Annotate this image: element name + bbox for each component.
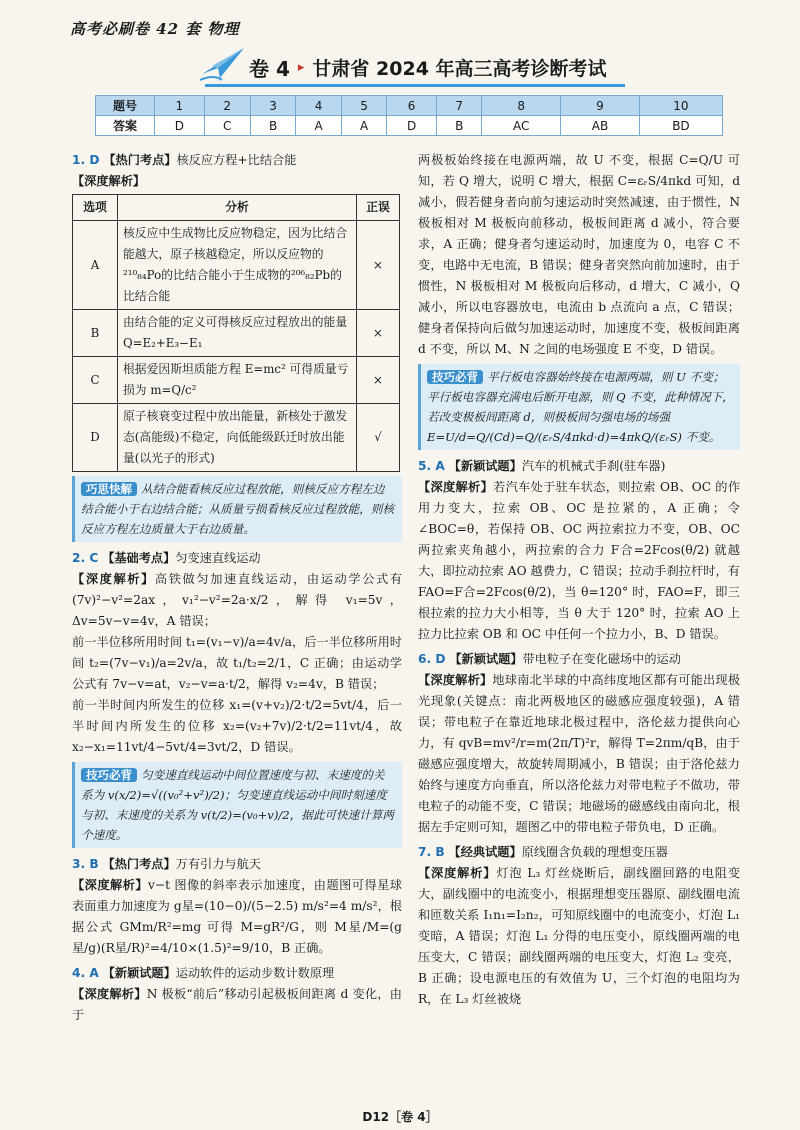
answer-table [95,95,723,136]
col-header-verdict: 正误 [357,195,400,221]
question-tag: 【热门考点】 [103,153,177,167]
question-topic: 匀变速直线运动 [175,551,261,565]
analysis-label: 【深度解析】 [418,480,494,494]
series-title: 高考必刷卷 42 套 物理 [70,20,240,38]
exam-banner [205,50,625,87]
answer-cell: AB [561,116,640,136]
right-column [418,150,740,1010]
option-label: D [73,404,118,472]
q4-analysis [72,984,402,1026]
analysis-text: 灯泡 L₃ 灯丝烧断后，副线圈回路的电阻变大，副线圈中的电流变小，根据理想变压器原、副线圈电流和匝数关系 I₁n₁=I₂n₂，可知原线圈中的电流变小，灯泡 L₁ 变暗，A 错误；灯泡 L₁ 分得的电压变小，原线圈两端的电压变大，C 错误；副线圈两端的电压变大，灯泡 L₂ 变亮，B 正确；设电源电压的有效值为 U，三个灯泡的电阻均为 R，在 L₃ 灯丝被烧 [418,866,741,1006]
question-tag: 【热门考点】 [102,857,176,871]
q2-analysis-2: 前一半位移所用时间 t₁=(v₁−v)/a=4v/a，后一半位移所用时间 t₂=(7v−v₁)/a=2v/a，故 t₁/t₂=2/1，C 正确；由运动学公式有 7v−v=at，v₂−v=a·t/2，解得 v₂=4v，B 错误； [72,635,402,691]
q2-tip-box [72,762,402,848]
question-topic: 运动软件的运动步数计数原理 [175,966,335,980]
answer-cell: B [436,116,482,136]
question-1-answer: 1. D [72,153,100,167]
q3-analysis [72,875,402,959]
q1-tip-box [72,476,402,542]
q2-analysis-1 [72,569,402,632]
analysis-label: 【深度解析】 [72,878,149,892]
paper-plane-icon [200,44,246,84]
answer-cell: BD [639,116,722,136]
question-1-heading [72,150,402,171]
question-number: 5 [341,96,386,116]
option-analysis: 核反应中生成物比反应物稳定，因为比结合能越大，原子核越稳定，所以反应物的²¹⁰₈₄Po的比结合能小于生成物的²⁰⁶₈₂Pb的比结合能 [118,221,357,310]
exam-title: 甘肃省 2024 年高三高考诊断考试 [312,57,607,80]
question-number: 8 [482,96,561,116]
col-header-option: 选项 [73,195,118,221]
question-topic: 核反应方程+比结合能 [176,153,297,167]
question-4-answer: 4. A [72,966,99,980]
verdict-mark: × [357,310,400,357]
question-number: 10 [639,96,722,116]
answer-cell: C [204,116,250,136]
q2-analysis-3: 前一半时间内所发生的位移 x₁=(v+v₂)/2·t/2=5vt/4，后一半时间内所发生的位移 x₂=(v₂+7v)/2·t/2=11vt/4，故 x₂−x₁=11vt/4−5vt/4=3vt/2，D 错误。 [72,698,402,754]
analysis-text: N 极板“前后”移动引起极板间距离 d 变化，由于 [72,987,402,1022]
option-analysis: 由结合能的定义可得核反应过程放出的能量 Q=E₂+E₃−E₁ [118,310,357,357]
question-number: 9 [561,96,640,116]
question-number: 7 [436,96,482,116]
question-2-heading [72,548,402,569]
tip-text: 匀变速直线运动中间位置速度与初、末速度的关系为 v(x/2)=√((v₀²+v²)/2)；匀变速直线运动中间时刻速度与初、末速度的关系为 v(t/2)=(v₀+v)/2，据此可快速计算两个速度。 [81,768,395,842]
answer-header: 答案 [96,116,155,136]
q4-tip-box [418,364,740,450]
analysis-text: v−t 图像的斜率表示加速度，由题图可得星球表面重力加速度为 g星=(10−0)/(5−2.5) m/s²=4 m/s²，根据公式 GMm/R²=mg 可得 M=gR²/G，则 M星/M=(g星/g)(R星/R)²=4/10×(1.5)²=9/10，B 正确。 [72,878,402,955]
verdict-mark: √ [357,404,400,472]
option-label: B [73,310,118,357]
question-topic: 原线圈含负载的理想变压器 [521,845,668,859]
tip-text: 平行板电容器始终接在电源两端，则 U 不变；平行板电容器充满电后断开电源，则 Q 不变，此种情况下，若改变极板间距离 d，则极板间匀强电场的场强 E=U/d=Q/(Cd)=Q/(εᵣS/4πkd·d)=4πkQ/(εᵣS) 不变。 [427,370,734,444]
question-6-heading [418,649,740,670]
q4-analysis-continued: 两极板始终接在电源两端，故 U 不变，根据 C=Q/U 可知，若 Q 增大，说明 C 增大，根据 C=εᵣS/4πkd 可知，d 减小，假若健身者向前匀速运动时突然减速，由于惯性，N 极板相对 M 极板向前移动，极板间距离 d 减小，符合要求，A 正确；健身者匀速运动时，加速度为 0，电容 C 不变，电路中无电流，B 错误；健身者突然向前加速时，由于惯性，N 极板相对 M 极板向后移动，d 增大，C 减小，Q 减小，所以电容器放电，电流由 b 点流向 a 点，C 错误；健身者保持向后做匀加速运动时，加速度不变，极板间距离 d 不变，所以 M、N 之间的电场强度 E 不变，D 错误。 [418,153,740,356]
question-tag: 【新颖试题】 [102,966,176,980]
question-number-header: 题号 [96,96,155,116]
tip-badge: 巧思快解 [81,482,137,496]
triangle-icon: ▸ [297,59,305,75]
question-3-heading [72,854,402,875]
question-number: 4 [296,96,341,116]
tip-badge: 技巧必背 [427,370,483,384]
paper-number: 卷 4 [249,56,290,81]
analysis-label: 【深度解析】 [418,866,497,880]
tip-text: 从结合能看核反应过程放能，则核反应方程左边结合能小于右边结合能；从质量亏损看核反应过程放能，则核反应方程左边质量大于右边质量。 [81,482,395,536]
question-number: 2 [204,96,250,116]
q5-analysis [418,477,740,645]
option-analysis: 根据爱因斯坦质能方程 E=mc² 可得质量亏损为 m=Q/c² [118,357,357,404]
question-topic: 带电粒子在变化磁场中的运动 [522,652,681,666]
tip-badge: 技巧必背 [81,768,137,782]
analysis-label: 【深度解析】 [72,987,147,1001]
analysis-text: 高铁做匀加速直线运动，由运动学公式有(7v)²−v²=2ax，v₁²−v²=2a·x/2，解得 v₁=5v，Δv=5v−v=4v，A 错误； [72,572,403,628]
question-topic: 汽车的机械式手刹(驻车器) [521,459,666,473]
question-5-heading [418,456,740,477]
question-6-answer: 6. D [418,652,446,666]
analysis-text: 地球南北半球的中高纬度地区都有可能出现极光现象(关键点：南北两极地区的磁感应强度较强)，A 错误；带电粒子在靠近地球北极过程中，洛伦兹力提供向心力，有 qvB=mv²/r=m(2π/T)²r，解得 T=2πm/qB，由于磁感应强度增大，故旋转周期减小，B 错误；由于洛伦兹力始终与速度方向垂直，所以洛伦兹力对带电粒子不做功，带电粒子的动能不变，C 错误；地磁场的磁感线由南向北，根据左手定则可知，题图乙中的带电粒子带负电，D 正确。 [418,673,741,834]
question-topic: 万有引力与航天 [175,857,261,871]
question-number: 6 [387,96,437,116]
answer-cell: D [387,116,437,136]
answer-cell: AC [482,116,561,136]
question-7-answer: 7. B [418,845,445,859]
analysis-label: 【深度解析】 [72,174,146,188]
question-5-answer: 5. A [418,459,445,473]
question-2-answer: 2. C [72,551,99,565]
verdict-mark: × [357,221,400,310]
col-header-analysis: 分析 [118,195,357,221]
q7-analysis [418,863,740,1010]
analysis-label: 【深度解析】 [72,572,155,586]
option-analysis: 原子核衰变过程中放出能量，新核处于激发态(高能级)不稳定，向低能级跃迁时放出能量(以光子的形式) [118,404,357,472]
analysis-label: 【深度解析】 [418,673,493,687]
answer-cell: A [296,116,341,136]
q6-analysis [418,670,740,838]
page-footer: D12［卷 4］ [362,1110,438,1124]
q1-analysis-table [72,194,400,472]
question-number: 1 [155,96,205,116]
answer-cell: D [155,116,205,136]
option-label: C [73,357,118,404]
question-tag: 【新颖试题】 [449,652,523,666]
question-3-answer: 3. B [72,857,99,871]
left-column [72,146,402,1026]
answer-cell: A [341,116,386,136]
verdict-mark: × [357,357,400,404]
analysis-text: 若汽车处于驻车状态，则拉索 OB、OC 的作用力变大，拉索 OB、OC 是拉紧的，A 正确；令∠BOC=θ，若保持 OB、OC 两拉索拉力不变，OB、OC 两拉索夹角越小，两拉索的合力 F合=2Fcos(θ/2) 就越大，即拉动拉索 AO 越费力，C 错误；拉动手刹拉杆时，有 FAO=F合=2Fcos(θ/2)，当 θ=120° 时，FAO=F，即三根拉索的拉力大小相等，当 θ 大于 120° 时，拉索 AO 上拉力比拉索 OB 和 OC 中任何一个拉力小，B、D 错误。 [418,480,741,641]
option-label: A [73,221,118,310]
question-tag: 【新颖试题】 [448,459,522,473]
question-tag: 【基础考点】 [102,551,176,565]
question-tag: 【经典试题】 [448,845,522,859]
question-number: 3 [250,96,296,116]
question-7-heading [418,842,740,863]
question-4-heading [72,963,402,984]
answer-cell: B [250,116,296,136]
